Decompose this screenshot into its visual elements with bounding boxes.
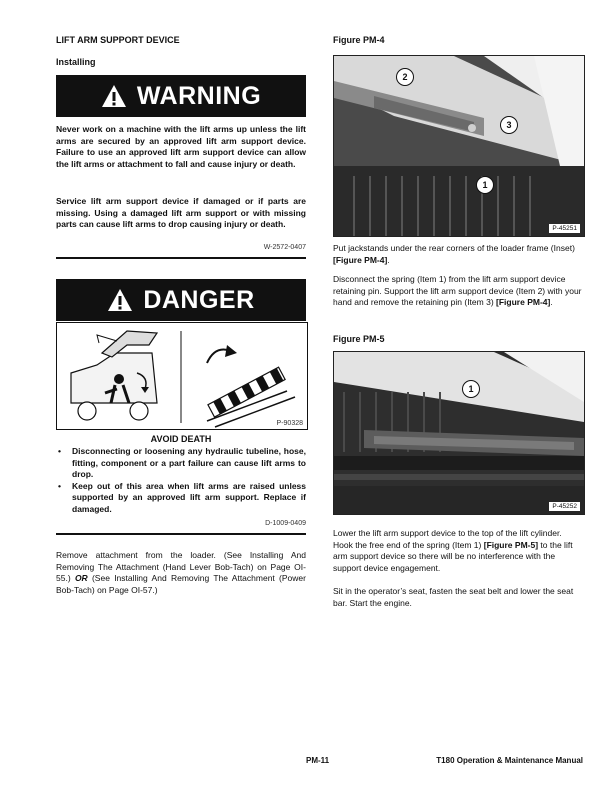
danger-bullet: • Disconnecting or loosening any hydraulic tubeline, hose, fitting, component or a part failure can cause lift arms to drop. <box>56 446 306 481</box>
lower-support-text: Lower the lift arm support device to the top of the lift cylinder. Hook the free end of the spring (Item 1) [Figure PM-5] to the lift arm support device so there will be no interference with the support device engagement. <box>333 528 573 573</box>
alert-triangle-icon <box>107 288 133 312</box>
divider <box>56 257 306 259</box>
divider <box>56 533 306 535</box>
figure-pm4-photo <box>333 55 585 237</box>
danger-banner <box>56 279 306 321</box>
warning-paragraph-2: Service lift arm support device if damaged or if parts are missing. Using a damaged lift arm support or with missing parts can cause lift arms to drop causing injury or death. <box>56 196 306 229</box>
warning-banner <box>56 75 306 117</box>
figure-pm4-label: Figure PM-4 <box>333 35 385 45</box>
disconnect-spring-text: Disconnect the spring (Item 1) from the lift arm support device retaining pin. Support the lift arm support device (Item 2) with your hand and remove the retaining pin (Item 3) [Figure PM-4]. <box>333 274 582 307</box>
callout-2: 2 <box>396 68 414 86</box>
subheading: Installing <box>56 57 96 67</box>
danger-illustration <box>56 322 308 430</box>
figure-ref: [Figure PM-5] <box>483 539 539 550</box>
figure-ref: [Figure PM-4] <box>496 297 551 307</box>
alert-triangle-icon <box>101 84 127 108</box>
manual-title: T180 Operation & Maintenance Manual <box>436 756 583 765</box>
danger-title: AVOID DEATH <box>150 434 212 444</box>
callout-1: 1 <box>476 176 494 194</box>
remove-attachment-text: Remove attachment from the loader. (See Installing And Removing The Attachment (Hand Lever Bob-Tach) on Page OI-55.) OR (See Installing And Removing The Attachment (Power Bob-Tach) on Page OI-57.) <box>56 550 306 595</box>
warning-label: WARNING <box>136 81 262 110</box>
jackstands-text: Put jackstands under the rear corners of the loader frame (Inset) [Figure PM-4]. <box>333 243 575 265</box>
callout-1: 1 <box>462 380 480 398</box>
danger-image-code: P-90328 <box>276 420 303 427</box>
figure-pm4-code: P-45251 <box>549 224 580 233</box>
danger-label: DANGER <box>143 285 255 314</box>
figure-pm5-label: Figure PM-5 <box>333 334 385 344</box>
loader-lift-arm-hazard-illustration <box>57 323 307 429</box>
section-heading: LIFT ARM SUPPORT DEVICE <box>56 35 180 45</box>
page-number: PM-11 <box>306 756 330 765</box>
lift-cylinder-photo <box>334 352 584 514</box>
warning-code: W-2572-0407 <box>263 244 306 251</box>
danger-bullet-list <box>56 446 306 515</box>
warning-paragraph-1: Never work on a machine with the lift arms up unless the lift arms are secured by an approved lift arm support device. Failure to use an approved lift arm support device can allow the lift arms or attachment to fall and cause injury or death. <box>56 124 306 169</box>
or-emphasis: OR <box>74 573 88 583</box>
operator-seat-text: Sit in the operator’s seat, fasten the seat belt and lower the seat bar. Start the engine. <box>333 586 574 608</box>
figure-ref: [Figure PM-4] <box>333 254 388 265</box>
danger-bullet: • Keep out of this area when lift arms are raised unless supported by an approved lift arm support. Replace if damaged. <box>56 481 306 516</box>
figure-pm5-code: P-45252 <box>549 502 580 511</box>
figure-pm5-photo <box>333 351 585 515</box>
callout-3: 3 <box>500 116 518 134</box>
danger-code: D-1009-0409 <box>265 520 306 527</box>
lift-arm-support-photo <box>334 56 584 236</box>
